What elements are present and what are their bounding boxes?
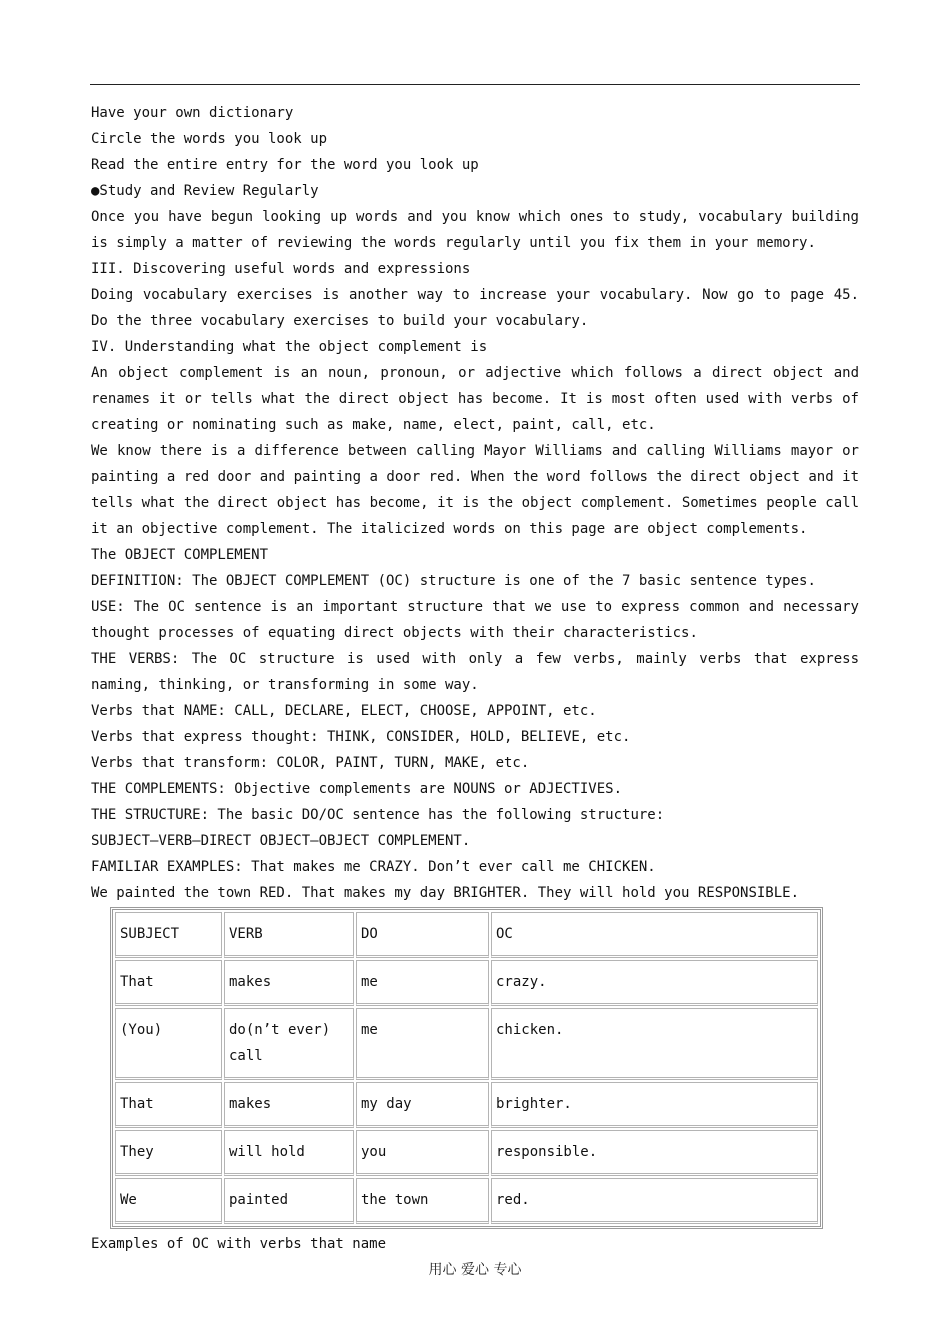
table-cell: That bbox=[115, 1082, 222, 1128]
line-have-dictionary: Have your own dictionary bbox=[91, 105, 294, 121]
line-examples-name: Examples of OC with verbs that name bbox=[91, 1236, 387, 1252]
table-header-cell: OC bbox=[491, 912, 818, 958]
table-cell: me bbox=[356, 1008, 489, 1080]
table-row bbox=[115, 1082, 818, 1128]
line-verbs-name: Verbs that NAME: CALL, DECLARE, ELECT, CHOOSE, APPOINT, etc. bbox=[91, 703, 597, 719]
table-cell: responsible. bbox=[491, 1130, 818, 1176]
table-cell: crazy. bbox=[491, 960, 818, 1006]
table-header-cell: SUBJECT bbox=[115, 912, 222, 958]
line-read-entry: Read the entire entry for the word you look up bbox=[91, 157, 479, 173]
table-row bbox=[115, 1008, 818, 1080]
oc-examples-table bbox=[110, 907, 823, 1229]
paragraph-use: USE: The OC sentence is an important structure that we use to express common and necessary thought processes of equating direct objects with their characteristics. bbox=[91, 599, 859, 641]
table-cell: That bbox=[115, 960, 222, 1006]
heading-section-4: IV. Understanding what the object complement is bbox=[91, 339, 488, 355]
table-row bbox=[115, 960, 818, 1006]
document-body bbox=[91, 100, 859, 1257]
line-definition: DEFINITION: The OBJECT COMPLEMENT (OC) structure is one of the 7 basic sentence types. bbox=[91, 573, 816, 589]
table-cell: me bbox=[356, 960, 489, 1006]
line-structure-formula: SUBJECT–VERB–DIRECT OBJECT–OBJECT COMPLEMENT. bbox=[91, 833, 471, 849]
table-header-cell: DO bbox=[356, 912, 489, 958]
table-cell: do(n’t ever) call bbox=[224, 1008, 354, 1080]
table-cell: makes bbox=[224, 960, 354, 1006]
line-structure: THE STRUCTURE: The basic DO/OC sentence has the following structure: bbox=[91, 807, 665, 823]
heading-object-complement: The OBJECT COMPLEMENT bbox=[91, 547, 269, 563]
table-cell: my day bbox=[356, 1082, 489, 1128]
paragraph-verbs: THE VERBS: The OC structure is used with only a few verbs, mainly verbs that express naming, thinking, or transforming in some way. bbox=[91, 651, 859, 693]
heading-section-3: III. Discovering useful words and expressions bbox=[91, 261, 471, 277]
paragraph-oc-difference: We know there is a difference between calling Mayor Williams and calling Williams mayor or painting a red door and painting a door red. When the word follows the direct object and it tells what the direct object has become, it is the object complement. Sometimes people call it an objective complement. The italicized words on this page are object complements. bbox=[91, 443, 859, 537]
table-cell: We bbox=[115, 1178, 222, 1224]
table-cell: (You) bbox=[115, 1008, 222, 1080]
line-verbs-thought: Verbs that express thought: THINK, CONSIDER, HOLD, BELIEVE, etc. bbox=[91, 729, 631, 745]
table-header-row bbox=[115, 912, 818, 958]
table-cell: makes bbox=[224, 1082, 354, 1128]
line-verbs-transform: Verbs that transform: COLOR, PAINT, TURN, MAKE, etc. bbox=[91, 755, 530, 771]
table-cell: you bbox=[356, 1130, 489, 1176]
table-cell: brighter. bbox=[491, 1082, 818, 1128]
paragraph-vocabulary-exercises: Doing vocabulary exercises is another way to increase your vocabulary. Now go to page 45. Do the three vocabulary exercises to build your vocabulary. bbox=[91, 287, 859, 329]
table-cell: red. bbox=[491, 1178, 818, 1224]
paragraph-study-review: Once you have begun looking up words and you know which ones to study, vocabulary building is simply a matter of reviewing the words regularly until you fix them in your memory. bbox=[91, 209, 859, 251]
heading-study-review: ●Study and Review Regularly bbox=[91, 183, 319, 199]
line-complements: THE COMPLEMENTS: Objective complements are NOUNS or ADJECTIVES. bbox=[91, 781, 623, 797]
line-circle-words: Circle the words you look up bbox=[91, 131, 328, 147]
table-cell: painted bbox=[224, 1178, 354, 1224]
table-cell: the town bbox=[356, 1178, 489, 1224]
paragraph-oc-definition: An object complement is an noun, pronoun, or adjective which follows a direct object and renames it or tells what the direct object has become. It is most often used with verbs of creating or nominating such as make, name, elect, paint, call, etc. bbox=[91, 365, 859, 433]
line-familiar-examples-2: We painted the town RED. That makes my day BRIGHTER. They will hold you RESPONSIBLE. bbox=[91, 885, 800, 901]
page-footer: 用心 爱心 专心 bbox=[428, 1262, 522, 1278]
table-cell: They bbox=[115, 1130, 222, 1176]
table-cell: will hold bbox=[224, 1130, 354, 1176]
top-rule bbox=[90, 84, 860, 85]
line-familiar-examples-1: FAMILIAR EXAMPLES: That makes me CRAZY. Don’t ever call me CHICKEN. bbox=[91, 859, 656, 875]
table-cell: chicken. bbox=[491, 1008, 818, 1080]
table-header-cell: VERB bbox=[224, 912, 354, 958]
table-row bbox=[115, 1178, 818, 1224]
table-row bbox=[115, 1130, 818, 1176]
